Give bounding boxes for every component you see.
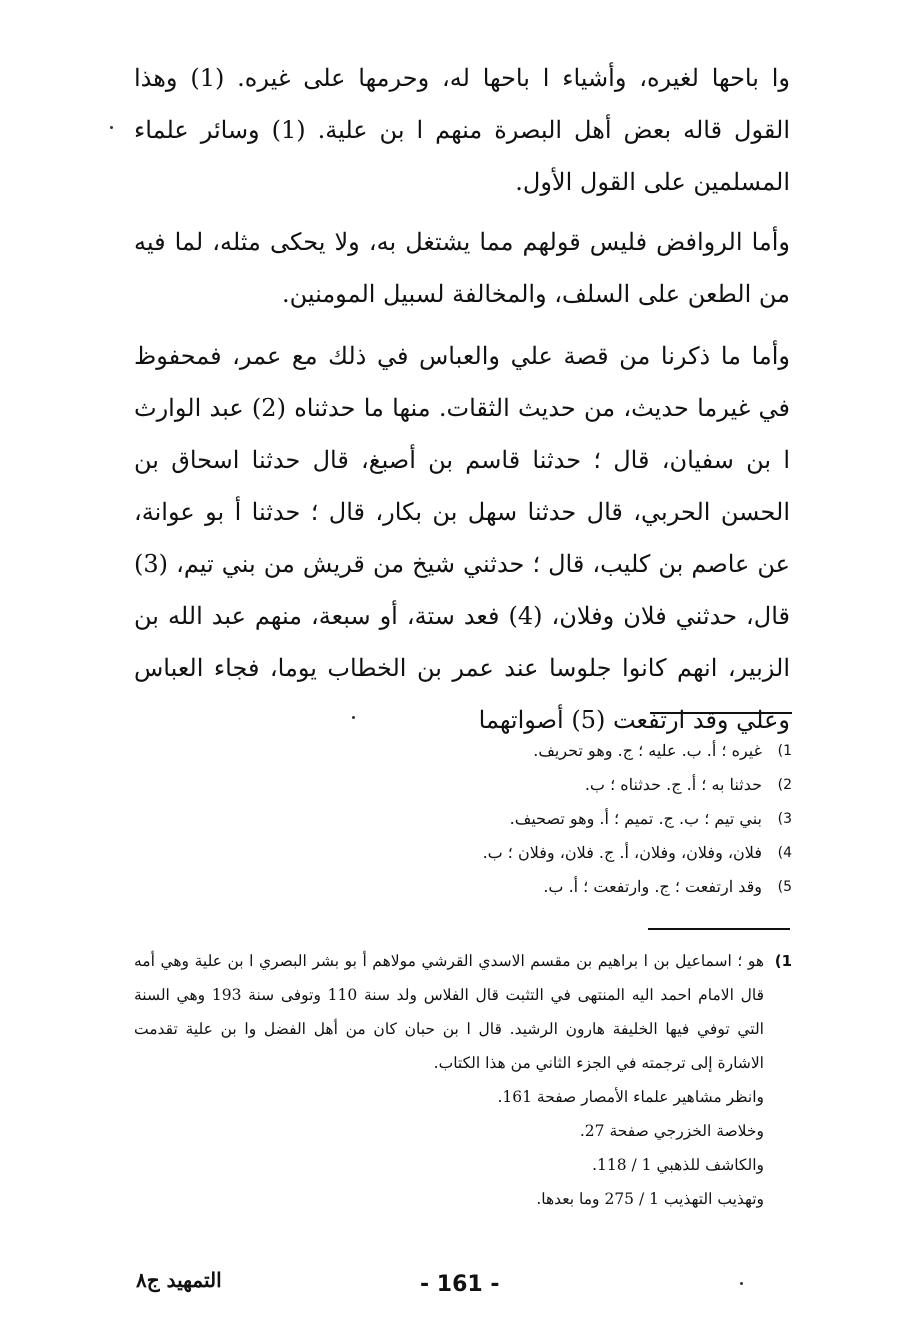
reference-line: وتهذيب التهذيب 1 / 275 وما بعدها. [536, 1190, 764, 1208]
footnote-text: وقد ارتفعت ؛ ج. وارتفعت ؛ أ. ب. [543, 877, 762, 896]
reference-line: وانظر مشاهير علماء الأمصار صفحة 161. [497, 1088, 764, 1106]
footnote-text: بني تيم ؛ ب. ج. تميم ؛ أ. وهو تصحيف. [509, 809, 762, 828]
footnote [430, 768, 792, 802]
footnote-number: 2) [777, 777, 792, 793]
footnote-text: حدثنا به ؛ أ. ج. حدثناه ؛ ب. [584, 775, 762, 794]
footnote [430, 734, 792, 768]
footnote [430, 802, 792, 836]
main-text [134, 52, 790, 746]
footnote-number: 3) [777, 811, 792, 827]
footnotes-list [430, 734, 792, 904]
page-number: - 161 - [420, 1272, 500, 1297]
print-speck [352, 716, 355, 719]
footnote-number: 1) [777, 743, 792, 759]
reference-line: والكاشف للذهبي 1 / 118. [592, 1156, 764, 1174]
print-speck [740, 1282, 743, 1285]
footnote-separator [650, 712, 792, 714]
footnote [430, 836, 792, 870]
note-number: 1) [774, 952, 792, 970]
main-paragraph: وا باحها لغيره، وأشياء ا باحها له، وحرمها على غيره. (1) وهذا القول قاله بعض أهل البصرة منهم ا بن علية. (1) وسائر علماء المسلمين على القول الأول. [134, 64, 790, 196]
main-paragraph: وأما ما ذكرنا من قصة علي والعباس في ذلك مع عمر، فمحفوظ في غيرما حديث، من حديث الثقات. منها ما حدثناه (2) عبد الوارث ا بن سفيان، قال ؛ حدثنا قاسم بن أصبغ، قال حدثنا اسحاق بن الحسن الحربي، قال حدثنا سهل بن بكار، قال ؛ حدثنا أ بو عوانة، عن عاصم بن كليب، قال ؛ حدثني شيخ من قريش من بني تيم، (3) قال، حدثني فلان وفلان، (4) فعد ستة، أو سبعة، منهم عبد الله بن الزبير، انهم كانوا جلوسا عند عمر بن الخطاب يوما، فجاء العباس وعلي وقد ارتفعت (5) أصواتهما [134, 342, 791, 734]
footnote-number: 4) [777, 845, 792, 861]
reference-line: وخلاصة الخزرجي صفحة 27. [579, 1122, 764, 1140]
footnote-number: 5) [777, 879, 792, 895]
note-separator [648, 928, 790, 930]
footnote [430, 870, 792, 904]
note-body: هو ؛ اسماعيل بن ا براهيم بن مقسم الاسدي القرشي مولاهم أ بو بشر البصري ا بن علية وهي أمه قال الامام احمد اليه المنتهى في التثبت قال الفلاس ولد سنة 110 وتوفى سنة 193 وهي السنة التي توفي فيها الخليفة هارون الرشيد. قال ا بن حبان كان من أهل الفضل وا بن علية تقدمت الاشارة إلى ترجمته في الجزء الثاني من هذا الكتاب. [134, 952, 764, 1072]
book-title: التمهيد ج٨ [136, 1268, 222, 1292]
main-paragraph: وأما الروافض فليس قولهم مما يشتغل به، ولا يحكى مثله، لما فيه من الطعن على السلف، والمخالفة لسبيل المومنين. [134, 228, 790, 308]
footnote-text: غيره ؛ أ. ب. عليه ؛ ج. وهو تحريف. [533, 741, 762, 760]
print-speck [110, 126, 113, 129]
biographical-note [134, 944, 792, 1216]
note-references [134, 1080, 764, 1216]
footnote-text: فلان، وفلان، وفلان، أ. ج. فلان، وفلان ؛ ب. [482, 843, 762, 862]
